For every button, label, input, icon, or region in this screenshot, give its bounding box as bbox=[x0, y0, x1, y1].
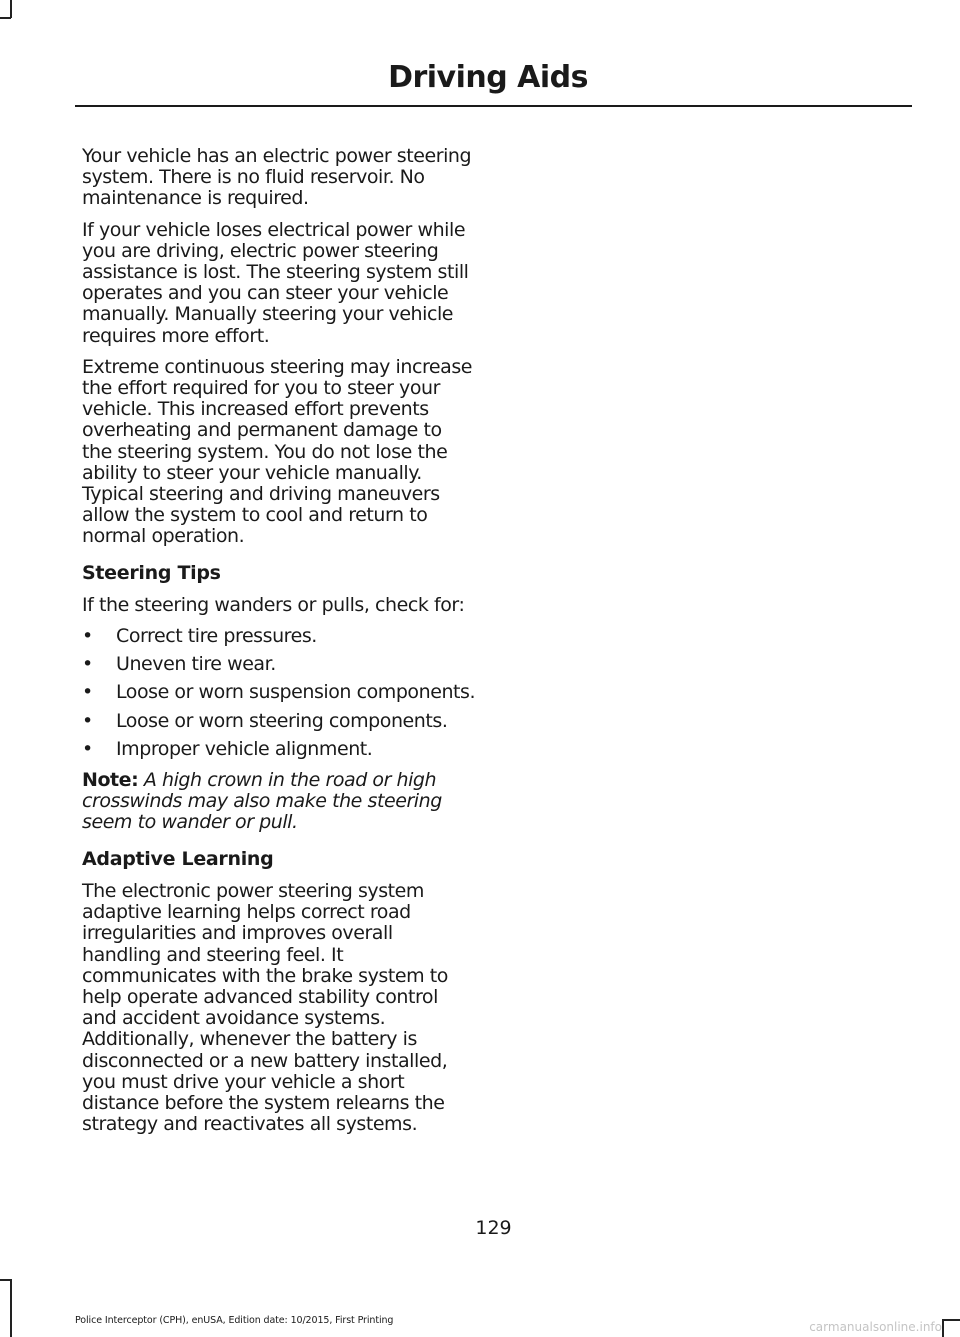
bullet-marker: • bbox=[82, 709, 93, 732]
main-column bbox=[82, 146, 477, 1145]
list-item-text: Improper vehicle alignment. bbox=[116, 737, 373, 760]
bullet-marker: • bbox=[82, 737, 93, 760]
watermark: carmanualsonline.info bbox=[809, 1320, 942, 1334]
list-item-text: Uneven tire wear. bbox=[116, 653, 276, 676]
list-item-text: Loose or worn steering components. bbox=[116, 709, 448, 732]
list-item-text: Correct tire pressures. bbox=[116, 625, 317, 648]
crop-mark-bottom-left-vertical bbox=[10, 1279, 12, 1337]
crop-mark-top-left-vertical bbox=[10, 0, 12, 18]
paragraph-check-for: If the steering wanders or pulls, check for: bbox=[82, 593, 465, 616]
page-number: 129 bbox=[475, 1217, 512, 1239]
header-rule bbox=[75, 105, 912, 107]
crop-mark-bottom-right-horizontal bbox=[942, 1319, 960, 1321]
crop-mark-bottom-left-horizontal bbox=[0, 1279, 11, 1281]
section-title: Driving Aids bbox=[388, 60, 588, 95]
note bbox=[82, 770, 477, 834]
paragraph-extreme-steering: Extreme continuous steering may increase the effort required for you to steer your vehicle. This increased effort prevents overheating and permanent damage to the steering system. You do not lose the ability to steer your vehicle manually. Typical steering and driving maneuvers allow the system to cool and return to normal operation. bbox=[82, 355, 473, 548]
crop-mark-bottom-right-vertical bbox=[942, 1319, 944, 1337]
bullet-marker: • bbox=[82, 625, 93, 648]
list-item bbox=[82, 654, 477, 675]
bullet-marker: • bbox=[82, 653, 93, 676]
list-item bbox=[82, 626, 477, 647]
paragraph-adaptive-learning: The electronic power steering system adaptive learning helps correct road irregularities and improves overall handling and steering feel. It communicates with the brake system to help operate advanced stability control and accident avoidance systems. Additionally, whenever the battery is disconnected or a new battery installed, you must drive your vehicle a short distance before the system relearns the strategy and reactivates all systems. bbox=[82, 879, 448, 1136]
crop-mark-top-left-horizontal bbox=[0, 17, 11, 19]
paragraph-power-loss: If your vehicle loses electrical power while you are driving, electric power steering assistance is lost. The steering system still operates and you can steer your vehicle manually. Manually steering your vehicle requires more effort. bbox=[82, 218, 469, 347]
list-item bbox=[82, 682, 477, 703]
note-label: Note: bbox=[82, 769, 139, 792]
list-item bbox=[82, 711, 477, 732]
bullet-marker: • bbox=[82, 681, 93, 704]
edition-info: Police Interceptor (CPH), enUSA, Edition date: 10/2015, First Printing bbox=[75, 1315, 394, 1326]
steering-checklist bbox=[82, 626, 477, 760]
paragraph-power-steering-intro: Your vehicle has an electric power steering system. There is no fluid reservoir. No maintenance is required. bbox=[82, 145, 472, 210]
list-item-text: Loose or worn suspension components. bbox=[116, 681, 476, 704]
heading-adaptive-learning: Adaptive Learning bbox=[82, 847, 274, 870]
heading-steering-tips: Steering Tips bbox=[82, 561, 221, 584]
list-item bbox=[82, 739, 477, 760]
note-text: A high crown in the road or high crosswinds may also make the steering seem to wander or pull. bbox=[82, 769, 442, 834]
